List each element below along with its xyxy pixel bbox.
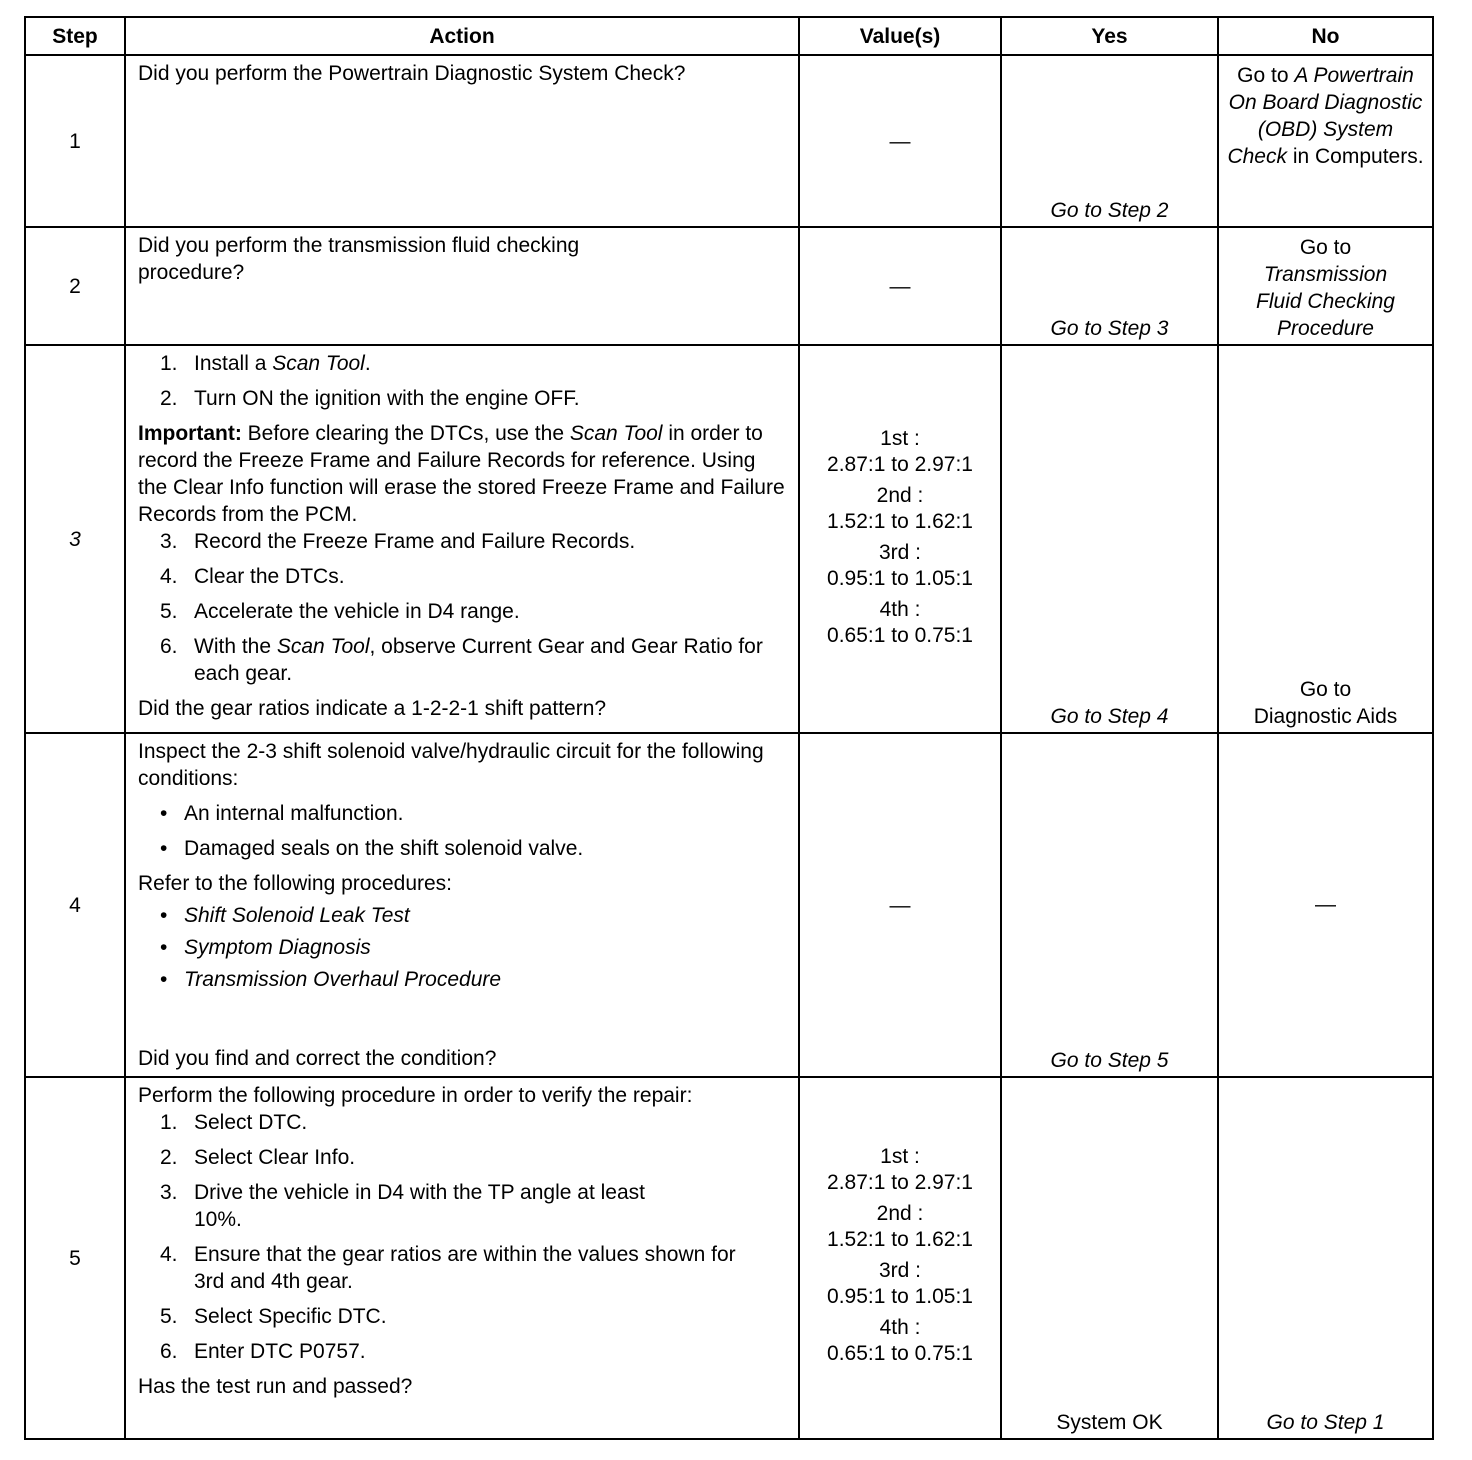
condition-list <box>138 800 788 862</box>
header-yes: Yes <box>1001 17 1218 55</box>
no-link[interactable]: A Powertrain On Board Diagnostic (OBD) System Check <box>1227 64 1423 168</box>
yes-link[interactable]: Go to Step 2 <box>1050 199 1169 222</box>
value-dash: — <box>889 274 911 298</box>
gear-ratio: 4th : 0.65:1 to 0.75:1 <box>827 1316 973 1365</box>
list-item: • An internal malfunction. <box>160 802 404 825</box>
action-cell <box>125 227 799 345</box>
table-row-step-4 <box>25 733 1433 1077</box>
no-cell[interactable] <box>1218 55 1433 227</box>
list-item: 3. Drive the vehicle in D4 with the TP angle at least 10%. <box>160 1181 645 1231</box>
no-suffix: in Computers. <box>1292 145 1424 168</box>
no-cell <box>1218 733 1433 1077</box>
procedure-list <box>138 528 788 687</box>
gear-ratio: 2nd : 1.52:1 to 1.62:1 <box>827 484 973 533</box>
header-action: Action <box>125 17 799 55</box>
value-dash: — <box>889 893 911 917</box>
gear-ratio: 1st : 2.87:1 to 2.97:1 <box>827 427 973 476</box>
list-item: 4. Ensure that the gear ratios are within the values shown for 3rd and 4th gear. <box>160 1243 736 1293</box>
yes-cell[interactable] <box>1001 55 1218 227</box>
yes-link[interactable]: Go to Step 5 <box>1050 1049 1169 1072</box>
question: Did you perform the transmission fluid checking procedure? <box>138 234 580 284</box>
values-cell <box>799 345 1001 733</box>
question: Did the gear ratios indicate a 1-2-2-1 shift pattern? <box>138 697 607 720</box>
table-row-step-3 <box>25 345 1433 733</box>
procedure-list <box>138 350 788 412</box>
header-row <box>25 17 1433 55</box>
list-item: 5. Accelerate the vehicle in D4 range. <box>160 600 520 623</box>
values-cell <box>799 733 1001 1077</box>
procedure-list <box>138 1109 788 1365</box>
step-number: 2 <box>25 227 125 345</box>
question: Has the test run and passed? <box>138 1375 413 1398</box>
table-row-step-2 <box>25 227 1433 345</box>
no-cell[interactable] <box>1218 227 1433 345</box>
important-note: Important: Before clearing the DTCs, use the Scan Tool in order to record the Freeze Frame and Failure Records for reference. Using the Clear Info function will erase the stored Freeze Frame and Failure Records from the PCM. <box>138 422 785 526</box>
list-item: 2. Select Clear Info. <box>160 1146 356 1169</box>
gear-ratio: 4th : 0.65:1 to 0.75:1 <box>827 598 973 647</box>
list-item: 1. Install a Scan Tool. <box>160 352 371 375</box>
yes-cell[interactable] <box>1001 345 1218 733</box>
list-item: • Damaged seals on the shift solenoid valve. <box>160 837 584 860</box>
values-cell <box>799 1077 1001 1439</box>
header-no: No <box>1218 17 1433 55</box>
list-item: 3. Record the Freeze Frame and Failure Records. <box>160 530 636 553</box>
step-number: 3 <box>25 345 125 733</box>
header-values: Value(s) <box>799 17 1001 55</box>
header-step: Step <box>25 17 125 55</box>
gear-ratio: 2nd : 1.52:1 to 1.62:1 <box>827 1202 973 1251</box>
question: Did you find and correct the condition? <box>138 1047 497 1070</box>
step-number: 5 <box>25 1077 125 1439</box>
action-cell <box>125 733 799 1077</box>
no-cell[interactable] <box>1218 1077 1433 1439</box>
diagnostic-table <box>24 16 1434 1440</box>
values-cell <box>799 55 1001 227</box>
values-cell <box>799 227 1001 345</box>
action-cell <box>125 1077 799 1439</box>
no-prefix: Go to <box>1299 236 1352 259</box>
yes-cell[interactable] <box>1001 733 1218 1077</box>
no-prefix: Go to <box>1237 64 1289 87</box>
system-ok-text: System OK <box>1056 1411 1163 1434</box>
no-cell[interactable] <box>1218 345 1433 733</box>
list-item: 2. Turn ON the ignition with the engine OFF. <box>160 387 580 410</box>
yes-link[interactable]: Go to Step 4 <box>1050 705 1169 728</box>
procedure-link[interactable]: • Shift Solenoid Leak Test <box>160 904 410 927</box>
question: Did you perform the Powertrain Diagnostic System Check? <box>138 62 686 85</box>
action-cell <box>125 345 799 733</box>
scan-tool-term: Scan Tool <box>272 352 365 375</box>
no-link[interactable]: Go to Step 1 <box>1266 1411 1385 1434</box>
no-prefix: Go to <box>1299 678 1352 701</box>
no-dash: — <box>1315 892 1336 916</box>
gear-ratio: 3rd : 0.95:1 to 1.05:1 <box>827 541 973 590</box>
table-row-step-5 <box>25 1077 1433 1439</box>
list-item: 1. Select DTC. <box>160 1111 308 1134</box>
list-item: 5. Select Specific DTC. <box>160 1305 387 1328</box>
step-number: 4 <box>25 733 125 1077</box>
procedure-link[interactable]: • Symptom Diagnosis <box>160 936 371 959</box>
refer-text: Refer to the following procedures: <box>138 872 453 895</box>
step-number: 1 <box>25 55 125 227</box>
intro: Perform the following procedure in order to verify the repair: <box>138 1084 693 1107</box>
table-row-step-1 <box>25 55 1433 227</box>
procedure-links <box>138 902 788 993</box>
list-item: 6. With the Scan Tool, observe Current Gear and Gear Ratio for each gear. <box>160 635 763 685</box>
yes-link[interactable]: Go to Step 3 <box>1050 317 1169 340</box>
action-cell <box>125 55 799 227</box>
no-link[interactable]: Diagnostic Aids <box>1253 705 1398 728</box>
yes-cell <box>1001 1077 1218 1439</box>
no-link[interactable]: Transmission Fluid Checking Procedure <box>1256 263 1395 340</box>
value-dash: — <box>889 129 911 153</box>
list-item: 6. Enter DTC P0757. <box>160 1340 366 1363</box>
gear-ratio: 1st : 2.87:1 to 2.97:1 <box>827 1145 973 1194</box>
procedure-link[interactable]: • Transmission Overhaul Procedure <box>160 968 502 991</box>
intro: Inspect the 2-3 shift solenoid valve/hydraulic circuit for the following conditions: <box>138 740 764 790</box>
list-item: 4. Clear the DTCs. <box>160 565 345 588</box>
gear-ratio: 3rd : 0.95:1 to 1.05:1 <box>827 1259 973 1308</box>
yes-cell[interactable] <box>1001 227 1218 345</box>
